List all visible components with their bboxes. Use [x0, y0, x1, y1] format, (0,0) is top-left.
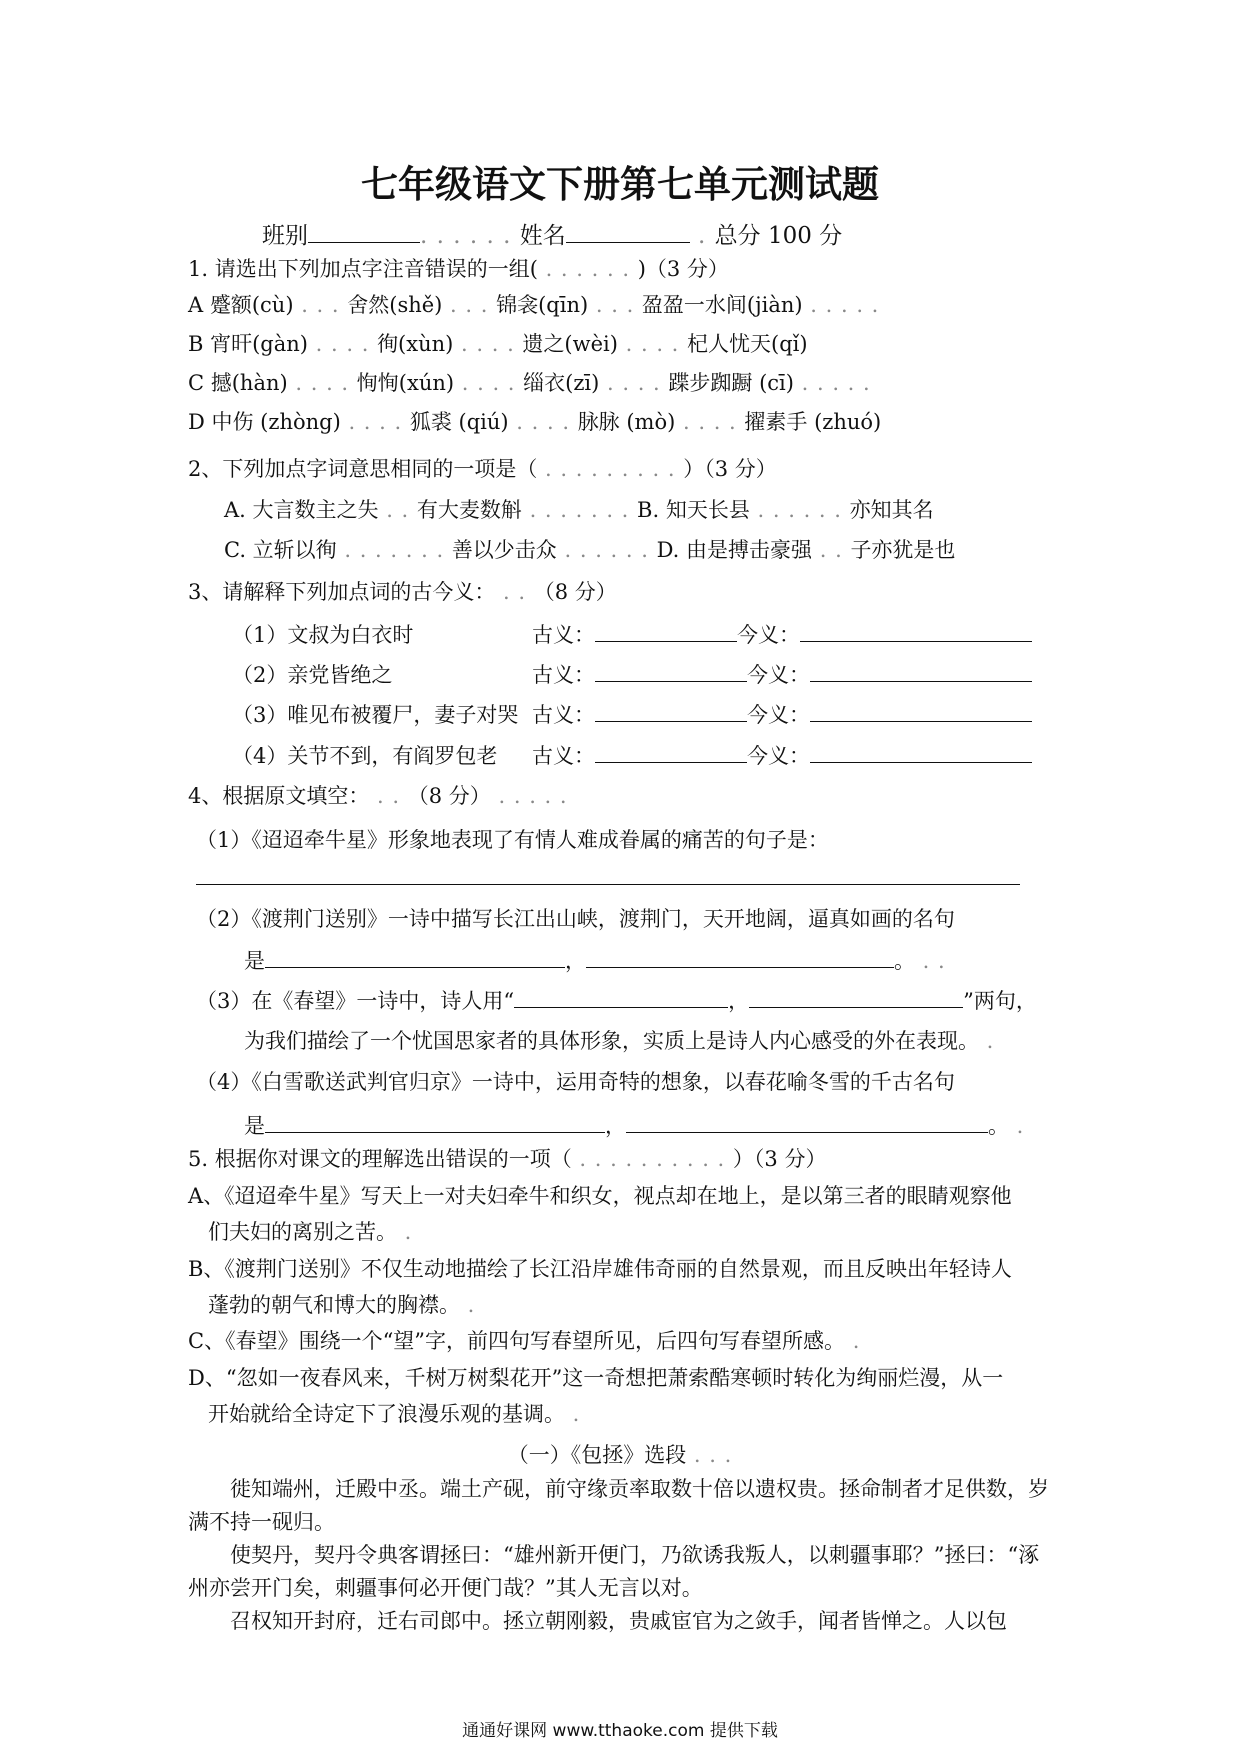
- student-info-line: 班别 . . . . . . 姓名 . 总分 100 分: [262, 223, 843, 249]
- class-field[interactable]: [308, 222, 420, 243]
- question-2-stem: 2、下列加点字词意思相同的一项是（ . . . . . . . . . ）（3 分）: [188, 457, 777, 481]
- question-5-option-d: D、“忽如一夜春风来，千树万树梨花开”这一奇想把萧索酷寒顿时转化为绚丽烂漫，从一: [188, 1366, 1004, 1390]
- question-2-options-cd: C. 立斩以徇 . . . . . . . 善以少击众 . . . . . . D. 由是搏击豪强 . . 子亦犹是也: [224, 538, 956, 562]
- question-1-option-d: D 中伤 (zhòng) . . . . 狐裘 (qiú) . . . . 脉脉 (mò) . . . . 擢素手 (zhuó): [188, 410, 882, 434]
- page-footer: 通通好课网 www.tthaoke.com 提供下载: [462, 1721, 778, 1741]
- question-5-option-c: C、《春望》围绕一个“望”字，前四句写春望所见，后四句写春望所感。 .: [188, 1329, 861, 1353]
- question-4-sub-3-cont: 为我们描绘了一个忧国思家者的具体形象，实质上是诗人内心感受的外在表现。 .: [244, 1029, 995, 1053]
- question-4-sub-3: （3）在《春望》一诗中，诗人用“ ， ”两句，: [196, 989, 1037, 1013]
- question-5-stem: 5. 根据你对课文的理解选出错误的一项（ . . . . . . . . . . ）（3 分）: [188, 1147, 827, 1171]
- class-label: 班别: [262, 223, 308, 249]
- name-label: 姓名: [519, 223, 566, 249]
- question-5-option-a-cont: 们夫妇的离别之苦。 .: [208, 1220, 413, 1244]
- question-4-stem: 4、根据原文填空： . . （8 分） . . . . .: [188, 784, 568, 808]
- passage-paragraph-3: 召权知开封府，迁右司郎中。拯立朝刚毅，贵戚宦官为之敛手，闻者皆惮之。人以包: [230, 1609, 1007, 1633]
- question-5-option-b-cont: 蓬勃的朝气和博大的胸襟。 .: [208, 1293, 476, 1317]
- question-3-item-1: （1）文叔为白衣时 古义： 今义：: [232, 621, 1032, 648]
- question-5-option-d-cont: 开始就给全诗定下了浪漫乐观的基调。 .: [208, 1402, 581, 1426]
- question-5-option-a: A、《迢迢牵牛星》写天上一对夫妇牵牛和织女，视点却在地上，是以第三者的眼睛观察他: [188, 1184, 1012, 1208]
- name-field[interactable]: [566, 222, 690, 243]
- question-1-option-a: A 蹙额(cù) . . . 舍然(shě) . . . 锦衾(qīn) . . . 盈盈一水间(jiàn) . . . . .: [188, 293, 880, 317]
- question-3-item-4: （4）关节不到，有阎罗包老 古义： 今义：: [232, 742, 1032, 769]
- question-1-option-b: B 宵旰(gàn) . . . . 徇(xùn) . . . . 遗之(wèi) . . . . 杞人忧天(qǐ): [188, 332, 808, 356]
- question-3-stem: 3、请解释下列加点词的古今义： . . （8 分）: [188, 580, 617, 604]
- passage-paragraph-1: 徙知端州，迁殿中丞。端土产砚，前守缘贡率取数十倍以遗权贵。拯命制者才足供数，岁满不持一砚归。: [188, 1477, 1049, 1534]
- question-4-sub-1: （1）《迢迢牵牛星》形象地表现了有情人难成眷属的痛苦的句子是：: [196, 828, 829, 852]
- question-2-options-ab: A. 大言数主之失 . . 有大麦数斛 . . . . . . . B. 知天长县 . . . . . . 亦知其名: [224, 498, 934, 522]
- question-1-stem: 1. 请选出下列加点字注音错误的一组( . . . . . . )（3 分）: [188, 257, 729, 281]
- passage-heading: （一）《包拯》选段 . . .: [507, 1443, 733, 1467]
- question-4-sub-4-answer: 是 ， 。 .: [244, 1114, 1025, 1138]
- question-4-sub-4: （4）《白雪歌送武判官归京》一诗中，运用奇特的想象，以春花喻冬雪的千古名句: [196, 1070, 955, 1094]
- question-3-item-3: （3）唯见布被覆尸，妻子对哭 古义： 今义：: [232, 701, 1032, 728]
- page-title: 七年级语文下册第七单元测试题: [361, 162, 879, 206]
- question-1-option-c: C 撼(hàn) . . . . 恂恂(xún) . . . . 缁衣(zī) . . . . 蹀步踟蹰 (cī) . . . . .: [188, 371, 871, 395]
- question-3-item-2: （2）亲党皆绝之 古义： 今义：: [232, 661, 1032, 688]
- total-score: 总分 100 分: [714, 223, 843, 249]
- passage-paragraph-2: 使契丹，契丹令典客谓拯曰：“雄州新开便门，乃欲诱我叛人，以刺疆事耶？”拯曰：“涿州亦尝开门矣，刺疆事何必开便门哉？”其人无言以对。: [188, 1543, 1040, 1600]
- question-4-sub-2: （2）《渡荆门送别》一诗中描写长江出山峡，渡荆门，天开地阔，逼真如画的名句: [196, 907, 955, 931]
- answer-line-4-1[interactable]: [196, 884, 1020, 885]
- question-4-sub-2-answer: 是 ， 。 . .: [244, 949, 946, 973]
- question-5-option-b: B、《渡荆门送别》不仅生动地描绘了长江沿岸雄伟奇丽的自然景观，而且反映出年轻诗人: [188, 1257, 1012, 1281]
